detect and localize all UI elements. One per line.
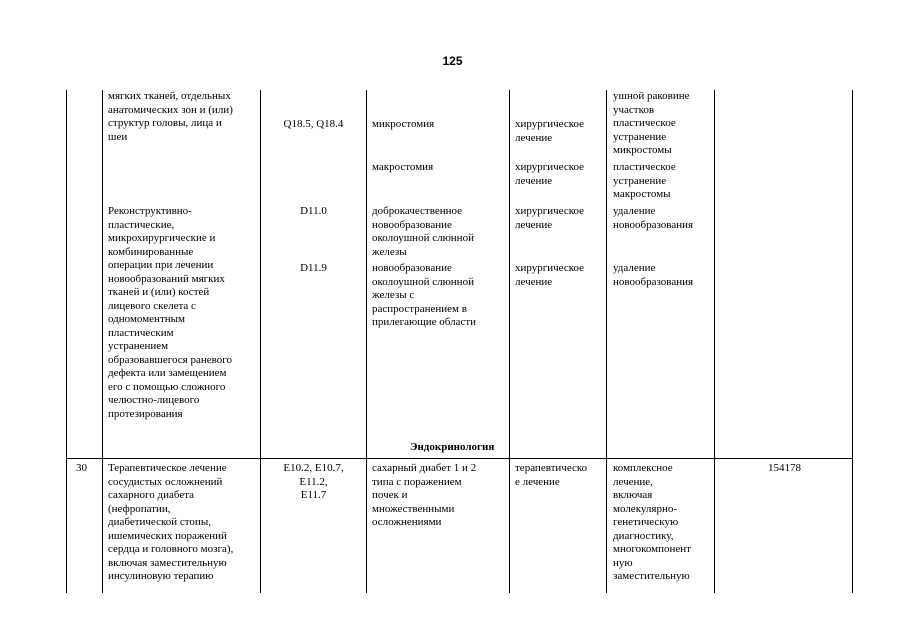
table-cell-name: Терапевтическое лечение сосудистых осложнений сахарного диабета (нефропатии, диабетической стопы, ишемических поражений сердца и головного мозга), включая заместительную инсулиновую терапию [108,462,234,582]
table-cell-code: Q18.5, Q18.4 [283,118,344,130]
table-cell-treatment-type: хирургическое лечение [515,118,585,144]
table-border-right [852,90,853,593]
column-divider-5 [606,90,607,593]
table-cell-diagnosis: новообразование околоушной слюнной железы с распространением в прилегающие области [372,262,477,328]
table-border-left [66,90,67,593]
table-cell-diagnosis: доброкачественное новообразование околоушной слюнной железы [372,205,474,258]
table-cell-name: Реконструктивно- пластические, микрохирургические и комбинированные операции при лечении новообразований мягких тканей и (или) костей лицевого скелета с одномоментным пластическим устранением образовавшегося раневого дефекта или замещением его с помощью сложного челюстно-лицевого протезирования [108,205,232,420]
column-divider-3 [366,90,367,593]
table-cell-number: 30 [76,462,87,474]
table-cell-code: D11.9 [300,262,327,274]
table-cell-method: пластическое устранение макростомы [613,161,676,200]
column-divider-1 [102,90,103,593]
table-cell-treatment-type: хирургическое лечение [515,262,585,288]
table-cell-method: комплексное лечение, включая молекулярно- генетическую диагностику, многокомпонент ную заместительную [613,462,691,582]
table-cell-treatment-type: терапевтическо е лечение [515,462,588,488]
column-divider-6 [714,90,715,593]
row-divider [66,458,853,459]
table-cell-name: мягких тканей, отдельных анатомических зон и (или) структур головы, лица и шеи [108,90,233,143]
table-cell-code: E10.2, E10.7, E11.2, E11.7 [283,462,344,501]
page-number: 125 [442,54,463,68]
table-cell-diagnosis: сахарный диабет 1 и 2 типа с поражением почек и множественными осложнениями [372,462,477,528]
section-heading: Эндокринология [410,441,495,453]
column-divider-2 [260,90,261,593]
table-cell-treatment-type: хирургическое лечение [515,205,585,231]
table-cell-diagnosis: микростомия [372,118,435,130]
table-cell-method: удаление новообразования [613,205,694,231]
table-cell-cost: 154178 [768,462,801,474]
table-cell-diagnosis: макростомия [372,161,434,173]
table-cell-code: D11.0 [300,205,327,217]
table-cell-method: ушной раковине участков пластическое устранение микростомы [613,90,690,156]
table-cell-method: удаление новообразования [613,262,694,288]
table-cell-treatment-type: хирургическое лечение [515,161,585,187]
column-divider-4 [509,90,510,593]
